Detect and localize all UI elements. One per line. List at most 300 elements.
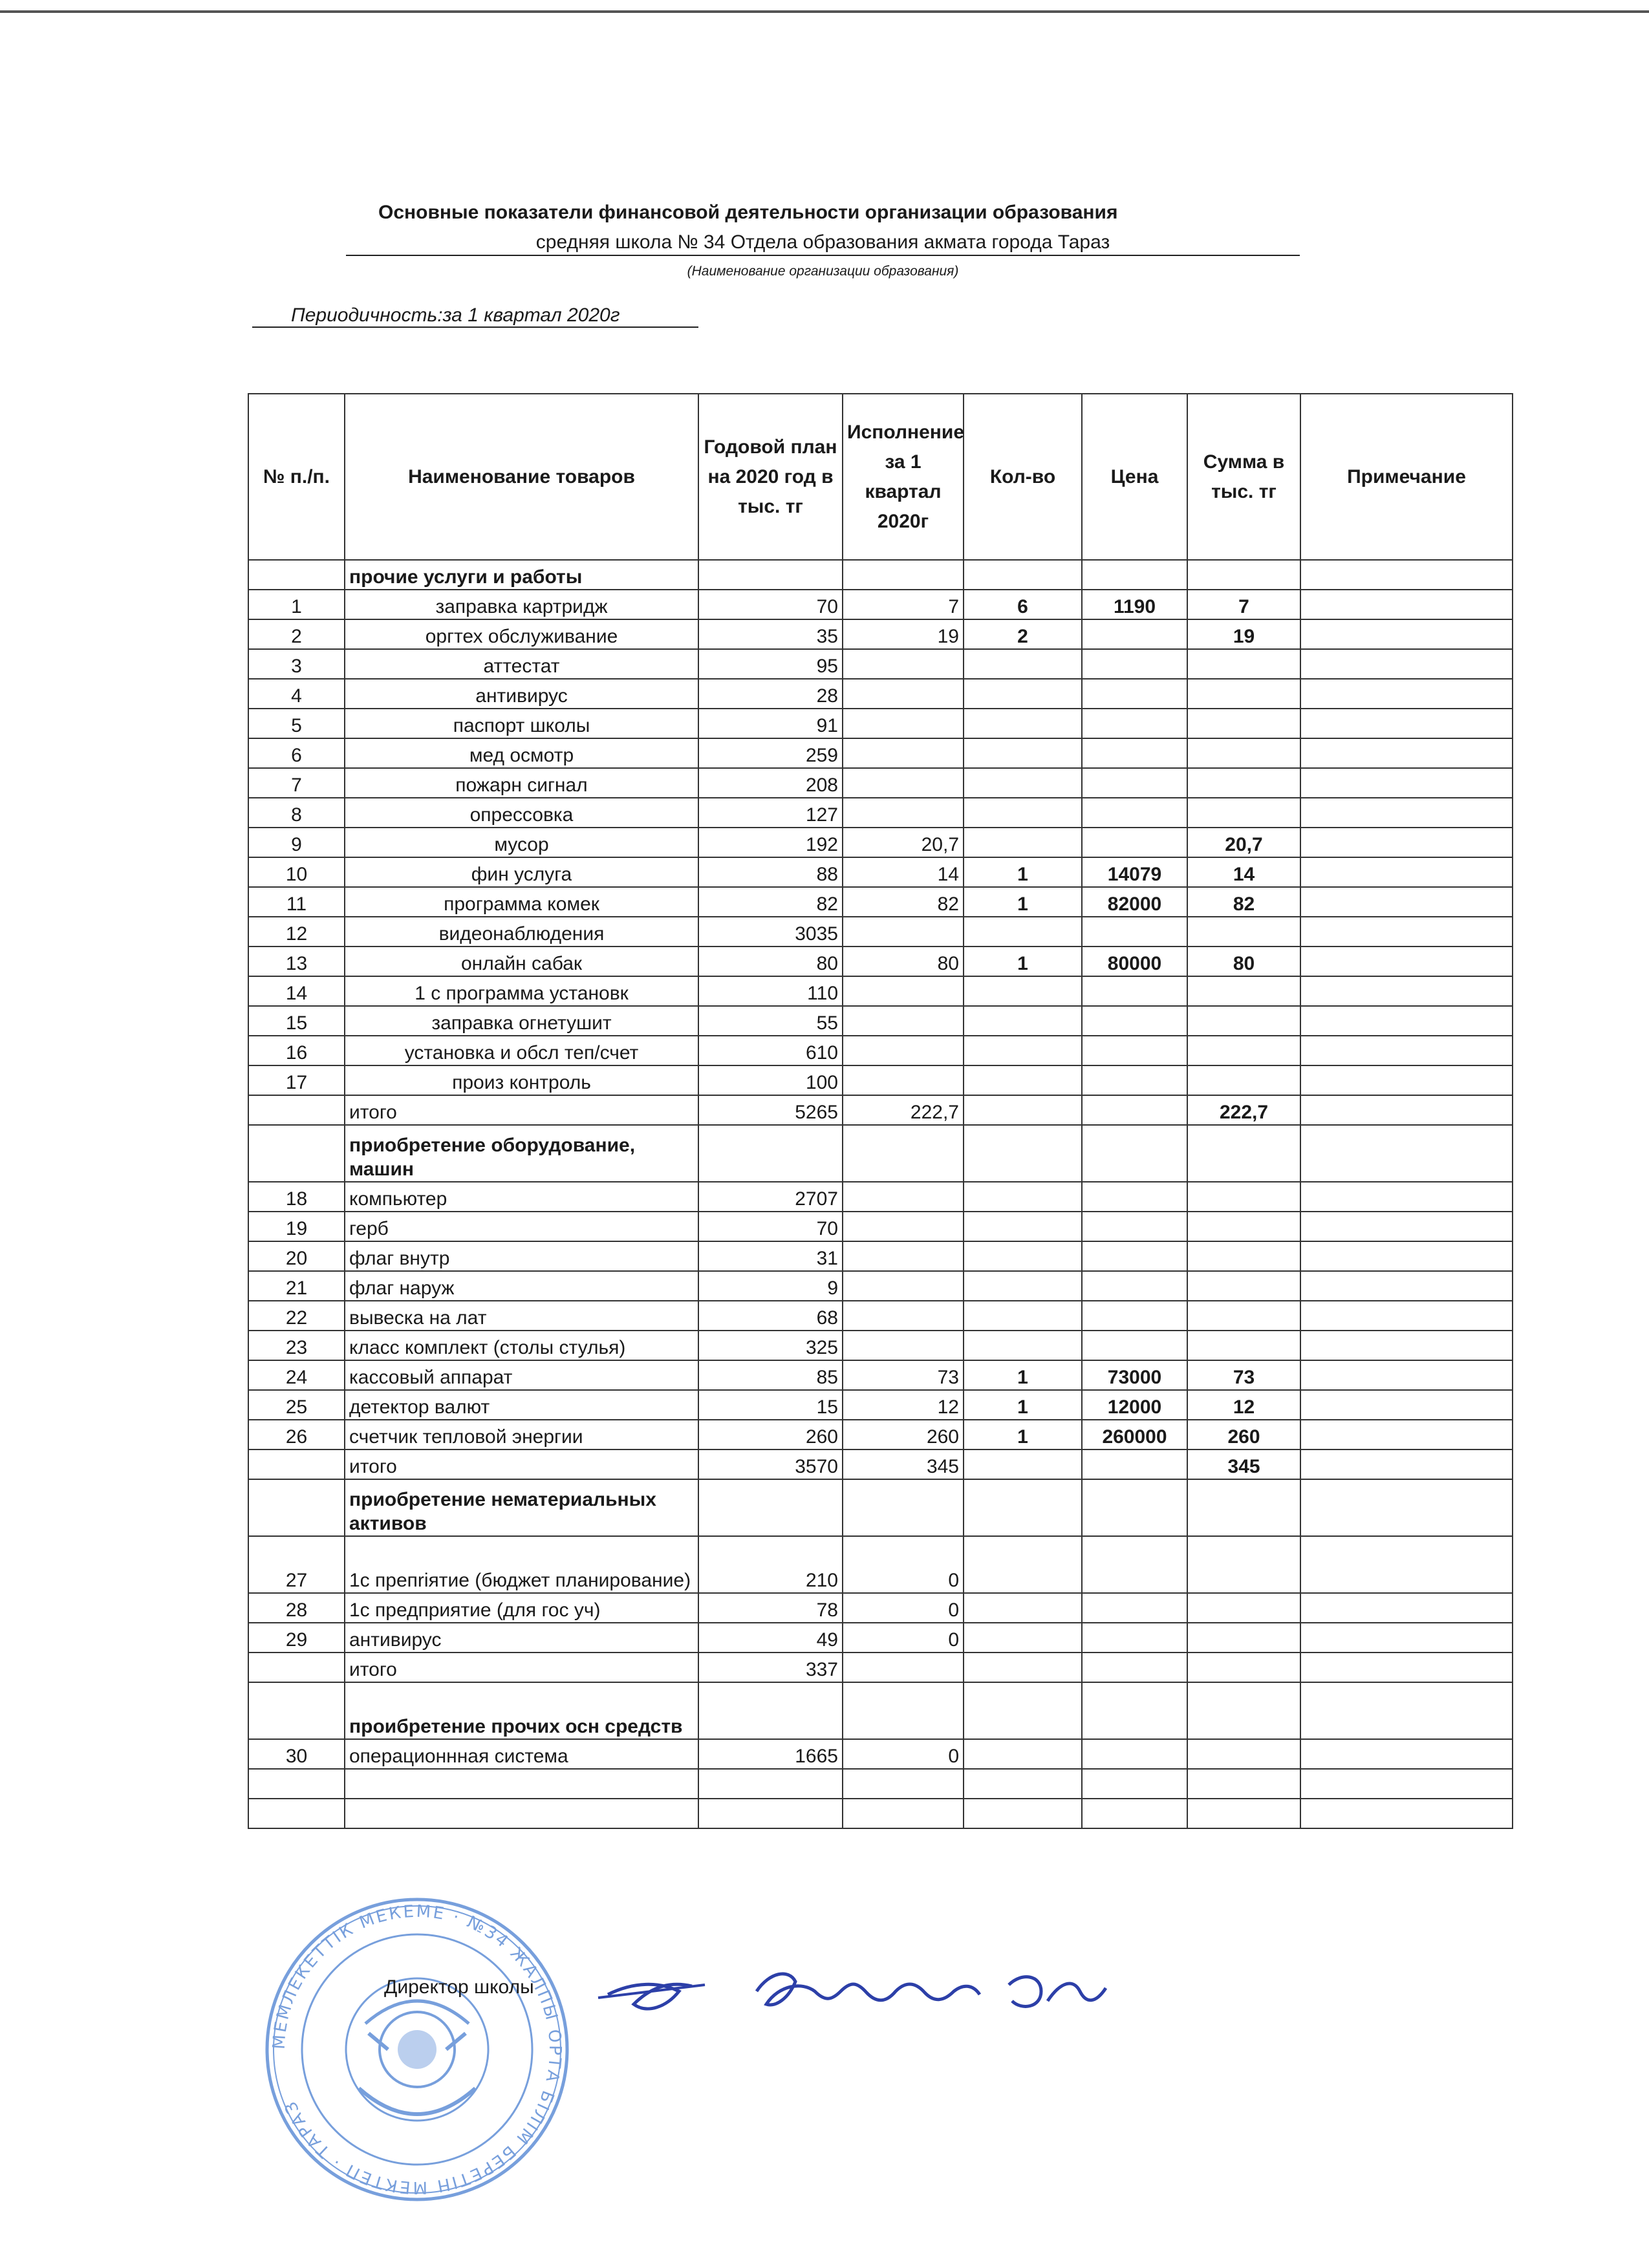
row-price-cell [1082, 1065, 1187, 1095]
row-plan-cell: 78 [698, 1593, 843, 1623]
row-note-cell [1300, 1182, 1513, 1212]
table-row [248, 1420, 1513, 1450]
row-sum-cell: 12 [1187, 1390, 1300, 1420]
row-qty-cell [964, 1479, 1082, 1536]
row-exec-cell: 222,7 [843, 1095, 964, 1125]
row-name-cell: 1 с программа установк [345, 976, 698, 1006]
row-price-cell [1082, 1036, 1187, 1065]
row-sum-cell: 7 [1187, 590, 1300, 619]
row-qty-cell [964, 1331, 1082, 1360]
row-num-cell: 10 [248, 857, 345, 887]
row-price-cell [1082, 1125, 1187, 1182]
row-sum-cell [1187, 1623, 1300, 1653]
row-sum-cell [1187, 1682, 1300, 1739]
row-name-cell: пожарн сигнал [345, 768, 698, 798]
row-price-cell [1082, 1182, 1187, 1212]
header-name: Наименование товаров [345, 394, 698, 560]
header-num: № п./п. [248, 394, 345, 560]
row-name-cell: мед осмотр [345, 738, 698, 768]
row-name-cell: кассовый аппарат [345, 1360, 698, 1390]
row-name-cell: прочие услуги и работы [345, 560, 698, 590]
row-name-cell: заправка картридж [345, 590, 698, 619]
row-note-cell [1300, 560, 1513, 590]
row-sum-cell [1187, 1065, 1300, 1095]
table-total-row [248, 1653, 1513, 1682]
row-plan-cell: 68 [698, 1301, 843, 1331]
table-row [248, 1360, 1513, 1390]
row-name-cell: герб [345, 1212, 698, 1241]
row-plan-cell: 337 [698, 1653, 843, 1682]
row-plan-cell: 91 [698, 709, 843, 738]
row-sum-cell [1187, 1006, 1300, 1036]
row-note-cell [1300, 1682, 1513, 1739]
row-num-cell [248, 1125, 345, 1182]
row-plan-cell [698, 560, 843, 590]
table-row [248, 1331, 1513, 1360]
table-row [248, 768, 1513, 798]
row-sum-cell [1187, 709, 1300, 738]
row-note-cell [1300, 1739, 1513, 1769]
row-num-cell: 19 [248, 1212, 345, 1241]
row-plan-cell: 325 [698, 1331, 843, 1360]
row-num-cell: 24 [248, 1360, 345, 1390]
row-exec-cell [843, 1241, 964, 1271]
table-total-row [248, 1095, 1513, 1125]
row-num-cell [248, 1799, 345, 1828]
row-plan-cell: 2707 [698, 1182, 843, 1212]
row-plan-cell [698, 1125, 843, 1182]
row-price-cell [1082, 1593, 1187, 1623]
row-qty-cell [964, 1271, 1082, 1301]
row-note-cell [1300, 1241, 1513, 1271]
row-name-cell: опрессовка [345, 798, 698, 828]
row-note-cell [1300, 1301, 1513, 1331]
row-qty-cell [964, 1536, 1082, 1593]
row-plan-cell: 192 [698, 828, 843, 857]
row-note-cell [1300, 798, 1513, 828]
row-qty-cell [964, 560, 1082, 590]
row-exec-cell: 19 [843, 619, 964, 649]
row-num-cell: 29 [248, 1623, 345, 1653]
row-name-cell: итого [345, 1095, 698, 1125]
table-row [248, 1536, 1513, 1593]
row-qty-cell [964, 1653, 1082, 1682]
row-num-cell [248, 1653, 345, 1682]
row-qty-cell [964, 649, 1082, 679]
row-exec-cell [843, 1006, 964, 1036]
row-note-cell [1300, 1065, 1513, 1095]
row-plan-cell: 3570 [698, 1450, 843, 1479]
row-exec-cell [843, 1182, 964, 1212]
row-note-cell [1300, 1006, 1513, 1036]
row-qty-cell [964, 679, 1082, 709]
row-sum-cell: 260 [1187, 1420, 1300, 1450]
table-row [248, 1799, 1513, 1828]
row-note-cell [1300, 917, 1513, 947]
table-row [248, 738, 1513, 768]
row-sum-cell [1187, 1301, 1300, 1331]
row-plan-cell: 1665 [698, 1739, 843, 1769]
row-sum-cell [1187, 1125, 1300, 1182]
row-num-cell: 8 [248, 798, 345, 828]
row-price-cell [1082, 619, 1187, 649]
table-row [248, 1271, 1513, 1301]
row-plan-cell [698, 1479, 843, 1536]
row-note-cell [1300, 1769, 1513, 1799]
row-qty-cell: 1 [964, 887, 1082, 917]
row-num-cell: 12 [248, 917, 345, 947]
table-row [248, 917, 1513, 947]
row-num-cell [248, 1769, 345, 1799]
row-price-cell [1082, 709, 1187, 738]
row-note-cell [1300, 1390, 1513, 1420]
table-row [248, 1241, 1513, 1271]
row-qty-cell [964, 1125, 1082, 1182]
row-qty-cell: 1 [964, 857, 1082, 887]
handwritten-signature [595, 1946, 1112, 2037]
row-name-cell: приобретение нематериальных активов [345, 1479, 698, 1536]
row-exec-cell: 80 [843, 947, 964, 976]
row-num-cell: 22 [248, 1301, 345, 1331]
row-sum-cell [1187, 1536, 1300, 1593]
row-price-cell [1082, 1682, 1187, 1739]
row-price-cell [1082, 828, 1187, 857]
row-sum-cell: 80 [1187, 947, 1300, 976]
row-plan-cell: 110 [698, 976, 843, 1006]
row-qty-cell: 6 [964, 590, 1082, 619]
row-sum-cell [1187, 1593, 1300, 1623]
row-price-cell [1082, 1212, 1187, 1241]
header-plan: Годовой план на 2020 год в тыс. тг [698, 394, 843, 560]
table-row [248, 1212, 1513, 1241]
row-qty-cell [964, 917, 1082, 947]
row-note-cell [1300, 1212, 1513, 1241]
row-plan-cell: 208 [698, 768, 843, 798]
row-name-cell: заправка огнетушит [345, 1006, 698, 1036]
row-sum-cell [1187, 560, 1300, 590]
row-name-cell: операционнная система [345, 1739, 698, 1769]
row-note-cell [1300, 1125, 1513, 1182]
row-note-cell [1300, 1271, 1513, 1301]
row-exec-cell: 345 [843, 1450, 964, 1479]
row-name-cell: аттестат [345, 649, 698, 679]
row-sum-cell [1187, 1799, 1300, 1828]
row-exec-cell [843, 1271, 964, 1301]
row-price-cell [1082, 976, 1187, 1006]
row-note-cell [1300, 828, 1513, 857]
row-note-cell [1300, 709, 1513, 738]
header-note: Примечание [1300, 394, 1513, 560]
row-note-cell [1300, 738, 1513, 768]
round-seal-stamp [262, 1894, 572, 2205]
row-name-cell: 1с препriятие (бюджет планирование) [345, 1536, 698, 1593]
row-price-cell [1082, 1623, 1187, 1653]
row-num-cell: 9 [248, 828, 345, 857]
row-note-cell [1300, 590, 1513, 619]
table-row [248, 1006, 1513, 1036]
row-sum-cell: 222,7 [1187, 1095, 1300, 1125]
row-note-cell [1300, 619, 1513, 649]
row-name-cell: компьютер [345, 1182, 698, 1212]
row-exec-cell [843, 1065, 964, 1095]
row-price-cell [1082, 679, 1187, 709]
row-num-cell [248, 1450, 345, 1479]
table-row [248, 1769, 1513, 1799]
row-price-cell [1082, 1769, 1187, 1799]
table-section-row [248, 1479, 1513, 1536]
row-plan-cell: 5265 [698, 1095, 843, 1125]
table-row [248, 947, 1513, 976]
row-exec-cell [843, 1479, 964, 1536]
row-sum-cell [1187, 798, 1300, 828]
row-name-cell: фин услуга [345, 857, 698, 887]
row-price-cell [1082, 1799, 1187, 1828]
row-num-cell: 5 [248, 709, 345, 738]
row-price-cell: 73000 [1082, 1360, 1187, 1390]
row-num-cell: 26 [248, 1420, 345, 1450]
row-qty-cell: 2 [964, 619, 1082, 649]
row-exec-cell [843, 560, 964, 590]
row-price-cell: 80000 [1082, 947, 1187, 976]
row-num-cell: 18 [248, 1182, 345, 1212]
row-exec-cell [843, 917, 964, 947]
table-row [248, 1301, 1513, 1331]
row-sum-cell [1187, 1271, 1300, 1301]
row-exec-cell: 0 [843, 1623, 964, 1653]
row-sum-cell [1187, 1479, 1300, 1536]
row-qty-cell [964, 1065, 1082, 1095]
row-num-cell: 30 [248, 1739, 345, 1769]
row-plan-cell: 127 [698, 798, 843, 828]
row-qty-cell [964, 1739, 1082, 1769]
row-exec-cell [843, 768, 964, 798]
row-note-cell [1300, 1036, 1513, 1065]
organization-name: средняя школа № 34 Отдела образования акмата города Тараз [346, 231, 1300, 256]
row-num-cell [248, 560, 345, 590]
row-plan-cell [698, 1799, 843, 1828]
row-num-cell: 15 [248, 1006, 345, 1036]
row-num-cell: 28 [248, 1593, 345, 1623]
row-price-cell [1082, 1450, 1187, 1479]
table-row [248, 887, 1513, 917]
row-exec-cell: 7 [843, 590, 964, 619]
row-note-cell [1300, 976, 1513, 1006]
row-price-cell [1082, 1331, 1187, 1360]
row-plan-cell: 260 [698, 1420, 843, 1450]
row-note-cell [1300, 1593, 1513, 1623]
row-plan-cell: 55 [698, 1006, 843, 1036]
row-exec-cell: 73 [843, 1360, 964, 1390]
row-exec-cell: 20,7 [843, 828, 964, 857]
row-price-cell [1082, 1006, 1187, 1036]
row-plan-cell: 95 [698, 649, 843, 679]
table-section-row [248, 1125, 1513, 1182]
row-qty-cell [964, 828, 1082, 857]
stamp-text: МЕМЛЕКЕТТІК МЕКЕМЕ · №34 ЖАЛПЫ ОРТА БІЛІМ БЕРЕТІН МЕКТЕП · ТАРАЗ [269, 1901, 565, 2198]
table-row [248, 1623, 1513, 1653]
row-note-cell [1300, 649, 1513, 679]
row-plan-cell: 80 [698, 947, 843, 976]
row-sum-cell [1187, 1769, 1300, 1799]
row-note-cell [1300, 1536, 1513, 1593]
table-row [248, 1739, 1513, 1769]
row-name-cell: проибретение прочих осн средств [345, 1682, 698, 1739]
row-name-cell: класс комплект (столы стулья) [345, 1331, 698, 1360]
row-exec-cell [843, 679, 964, 709]
row-exec-cell: 0 [843, 1593, 964, 1623]
top-border-line [0, 10, 1649, 13]
row-exec-cell [843, 1125, 964, 1182]
row-plan-cell: 31 [698, 1241, 843, 1271]
row-qty-cell [964, 1799, 1082, 1828]
row-qty-cell: 1 [964, 947, 1082, 976]
row-price-cell [1082, 1241, 1187, 1271]
row-num-cell: 11 [248, 887, 345, 917]
row-price-cell [1082, 798, 1187, 828]
table-row [248, 709, 1513, 738]
row-name-cell [345, 1799, 698, 1828]
row-exec-cell [843, 1036, 964, 1065]
row-sum-cell: 20,7 [1187, 828, 1300, 857]
row-name-cell: флаг наруж [345, 1271, 698, 1301]
row-name-cell: флаг внутр [345, 1241, 698, 1271]
row-name-cell: программа комек [345, 887, 698, 917]
row-name-cell: приобретение оборудование, машин [345, 1125, 698, 1182]
table-row [248, 1390, 1513, 1420]
row-exec-cell: 0 [843, 1739, 964, 1769]
row-qty-cell [964, 798, 1082, 828]
row-price-cell [1082, 560, 1187, 590]
document-title: Основные показатели финансовой деятельности организации образования [378, 202, 1118, 223]
row-plan-cell: 259 [698, 738, 843, 768]
row-name-cell: антивирус [345, 1623, 698, 1653]
row-name-cell: оргтех обслуживание [345, 619, 698, 649]
row-num-cell: 6 [248, 738, 345, 768]
row-num-cell: 20 [248, 1241, 345, 1271]
row-num-cell: 2 [248, 619, 345, 649]
row-num-cell: 13 [248, 947, 345, 976]
organization-caption: (Наименование организации образования) [687, 264, 959, 279]
row-name-cell: видеонаблюдения [345, 917, 698, 947]
table-row [248, 828, 1513, 857]
row-name-cell: паспорт школы [345, 709, 698, 738]
row-num-cell: 7 [248, 768, 345, 798]
row-num-cell: 14 [248, 976, 345, 1006]
row-price-cell [1082, 1653, 1187, 1682]
row-note-cell [1300, 1360, 1513, 1390]
table-row [248, 619, 1513, 649]
row-qty-cell [964, 1301, 1082, 1331]
row-sum-cell [1187, 679, 1300, 709]
table-row [248, 1593, 1513, 1623]
table-row [248, 857, 1513, 887]
row-plan-cell: 70 [698, 590, 843, 619]
row-num-cell: 1 [248, 590, 345, 619]
row-name-cell: 1с предприятие (для гос уч) [345, 1593, 698, 1623]
row-sum-cell: 82 [1187, 887, 1300, 917]
row-sum-cell [1187, 1036, 1300, 1065]
row-price-cell [1082, 1739, 1187, 1769]
row-note-cell [1300, 1799, 1513, 1828]
row-qty-cell [964, 1593, 1082, 1623]
row-sum-cell [1187, 1653, 1300, 1682]
row-exec-cell [843, 1653, 964, 1682]
table-row [248, 1036, 1513, 1065]
table-section-row [248, 560, 1513, 590]
row-sum-cell [1187, 768, 1300, 798]
row-qty-cell [964, 709, 1082, 738]
row-exec-cell: 14 [843, 857, 964, 887]
row-exec-cell: 12 [843, 1390, 964, 1420]
row-sum-cell [1187, 1241, 1300, 1271]
row-note-cell [1300, 1331, 1513, 1360]
row-qty-cell [964, 1241, 1082, 1271]
row-note-cell [1300, 1450, 1513, 1479]
row-note-cell [1300, 768, 1513, 798]
row-name-cell: детектор валют [345, 1390, 698, 1420]
row-name-cell: установка и обсл теп/счет [345, 1036, 698, 1065]
row-plan-cell: 82 [698, 887, 843, 917]
row-qty-cell [964, 768, 1082, 798]
row-num-cell [248, 1682, 345, 1739]
row-exec-cell: 260 [843, 1420, 964, 1450]
row-sum-cell [1187, 649, 1300, 679]
row-num-cell: 23 [248, 1331, 345, 1360]
row-plan-cell: 610 [698, 1036, 843, 1065]
table-section-row [248, 1682, 1513, 1739]
row-plan-cell: 88 [698, 857, 843, 887]
row-note-cell [1300, 857, 1513, 887]
row-price-cell: 12000 [1082, 1390, 1187, 1420]
row-note-cell [1300, 1420, 1513, 1450]
row-plan-cell: 210 [698, 1536, 843, 1593]
row-qty-cell: 1 [964, 1360, 1082, 1390]
row-exec-cell [843, 1769, 964, 1799]
row-price-cell [1082, 1301, 1187, 1331]
header-price: Цена [1082, 394, 1187, 560]
row-num-cell: 17 [248, 1065, 345, 1095]
row-name-cell: антивирус [345, 679, 698, 709]
row-sum-cell: 345 [1187, 1450, 1300, 1479]
table-total-row [248, 1450, 1513, 1479]
row-price-cell [1082, 1095, 1187, 1125]
row-sum-cell: 14 [1187, 857, 1300, 887]
row-price-cell: 1190 [1082, 590, 1187, 619]
row-plan-cell [698, 1769, 843, 1799]
row-note-cell [1300, 679, 1513, 709]
row-qty-cell: 1 [964, 1420, 1082, 1450]
row-exec-cell [843, 1331, 964, 1360]
row-num-cell: 16 [248, 1036, 345, 1065]
table-row [248, 976, 1513, 1006]
row-name-cell: итого [345, 1450, 698, 1479]
row-note-cell [1300, 1623, 1513, 1653]
row-qty-cell [964, 1212, 1082, 1241]
row-plan-cell: 100 [698, 1065, 843, 1095]
row-exec-cell: 0 [843, 1536, 964, 1593]
row-note-cell [1300, 947, 1513, 976]
row-qty-cell [964, 1006, 1082, 1036]
row-plan-cell: 9 [698, 1271, 843, 1301]
row-sum-cell [1187, 738, 1300, 768]
row-num-cell: 21 [248, 1271, 345, 1301]
row-price-cell [1082, 1271, 1187, 1301]
row-sum-cell: 73 [1187, 1360, 1300, 1390]
row-qty-cell [964, 1623, 1082, 1653]
row-exec-cell [843, 1301, 964, 1331]
row-name-cell: онлайн сабак [345, 947, 698, 976]
row-plan-cell: 49 [698, 1623, 843, 1653]
